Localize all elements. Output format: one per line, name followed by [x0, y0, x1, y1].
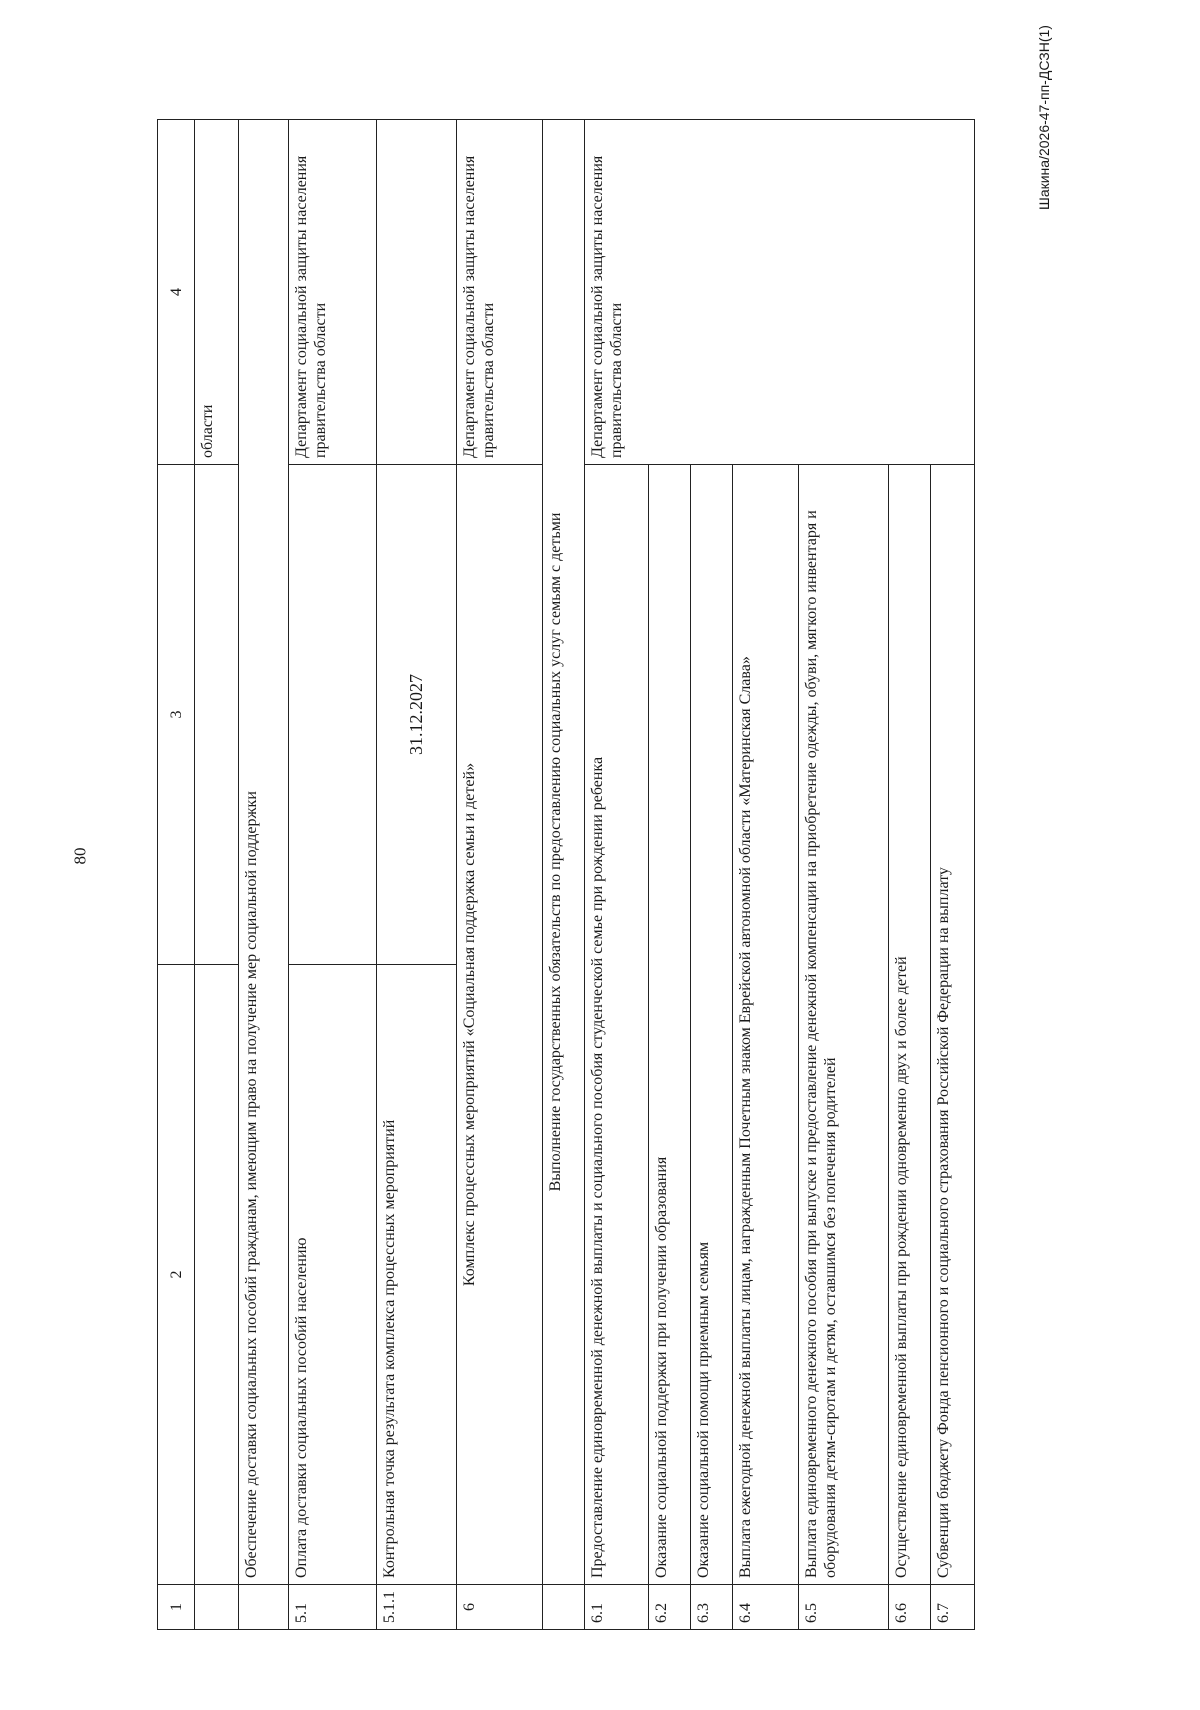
- header-col-4: 4: [158, 120, 195, 465]
- row-desc: Оказание социальной помощи приемным семьям: [691, 465, 733, 1585]
- header-col-3: 3: [158, 465, 195, 965]
- row-num: 6.7: [931, 1585, 975, 1630]
- row-desc: Выплата единовременного денежного пособия при выпуске и предоставление денежной компенсации на приобретение одежды, обуви, мягкого инвентаря и оборудования детям-сиротам и детям, оставшимся без попечения родителей: [799, 465, 889, 1585]
- row-date: [289, 465, 377, 965]
- header-col-2: 2: [158, 965, 195, 1585]
- table-row: [289, 120, 377, 1630]
- row-resp: области: [195, 120, 239, 465]
- measures-table: [157, 119, 975, 1630]
- page-number: 80: [70, 847, 90, 865]
- row-num: 6.2: [649, 1585, 691, 1630]
- document-code: Шакина/2026-47-пп-ДСЗН(1): [1036, 25, 1052, 210]
- table-row: [195, 120, 239, 1630]
- section-row: [239, 120, 289, 1630]
- row-desc: Оплата доставки социальных пособий населению: [289, 965, 377, 1585]
- table-row: [377, 120, 457, 1630]
- row-desc: [195, 965, 239, 1585]
- row-num: 6.4: [733, 1585, 799, 1630]
- row-desc: Комплекс процессных мероприятий «Социальная поддержка семьи и детей»: [457, 465, 543, 1585]
- section-title: Выполнение государственных обязательств по предоставлению социальных услуг семьям с детьми: [543, 120, 585, 1585]
- table-row: [457, 120, 543, 1630]
- row-num: [239, 1585, 289, 1630]
- row-num: 6.1: [585, 1585, 649, 1630]
- row-date: 31.12.2027: [377, 465, 457, 965]
- section-row: [543, 120, 585, 1630]
- row-desc: Выплата ежегодной денежной выплаты лицам, награжденным Почетным знаком Еврейской автономной области «Материнская Слава»: [733, 465, 799, 1585]
- row-num: 6.3: [691, 1585, 733, 1630]
- row-num: [543, 1585, 585, 1630]
- rotated-table-frame: [157, 120, 1047, 1630]
- row-desc: Предоставление единовременной денежной выплаты и социального пособия студенческой семье при рождении ребенка: [585, 465, 649, 1585]
- section-title: Обеспечение доставки социальных пособий гражданам, имеющим право на получение мер социальной поддержки: [239, 120, 289, 1585]
- row-resp: [377, 120, 457, 465]
- header-row: [158, 120, 195, 1630]
- row-resp: Департамент социальной защиты населения правительства области: [585, 120, 975, 465]
- row-num: [195, 1585, 239, 1630]
- row-num: 5.1.1: [377, 1585, 457, 1630]
- row-desc: Субвенции бюджету Фонда пенсионного и социального страхования Российской Федерации на выплату: [931, 465, 975, 1585]
- row-resp: Департамент социальной защиты населения правительства области: [457, 120, 543, 465]
- row-resp: Департамент социальной защиты населения правительства области: [289, 120, 377, 465]
- row-num: 5.1: [289, 1585, 377, 1630]
- row-desc: Контрольная точка результата комплекса процессных мероприятий: [377, 965, 457, 1585]
- row-desc: Оказание социальной поддержки при получении образования: [649, 465, 691, 1585]
- row-num: 6: [457, 1585, 543, 1630]
- row-num: 6.5: [799, 1585, 889, 1630]
- row-date: [195, 465, 239, 965]
- row-num: 6.6: [889, 1585, 931, 1630]
- header-col-1: 1: [158, 1585, 195, 1630]
- table-row: [585, 120, 649, 1630]
- row-desc: Осуществление единовременной выплаты при рождении одновременно двух и более детей: [889, 465, 931, 1585]
